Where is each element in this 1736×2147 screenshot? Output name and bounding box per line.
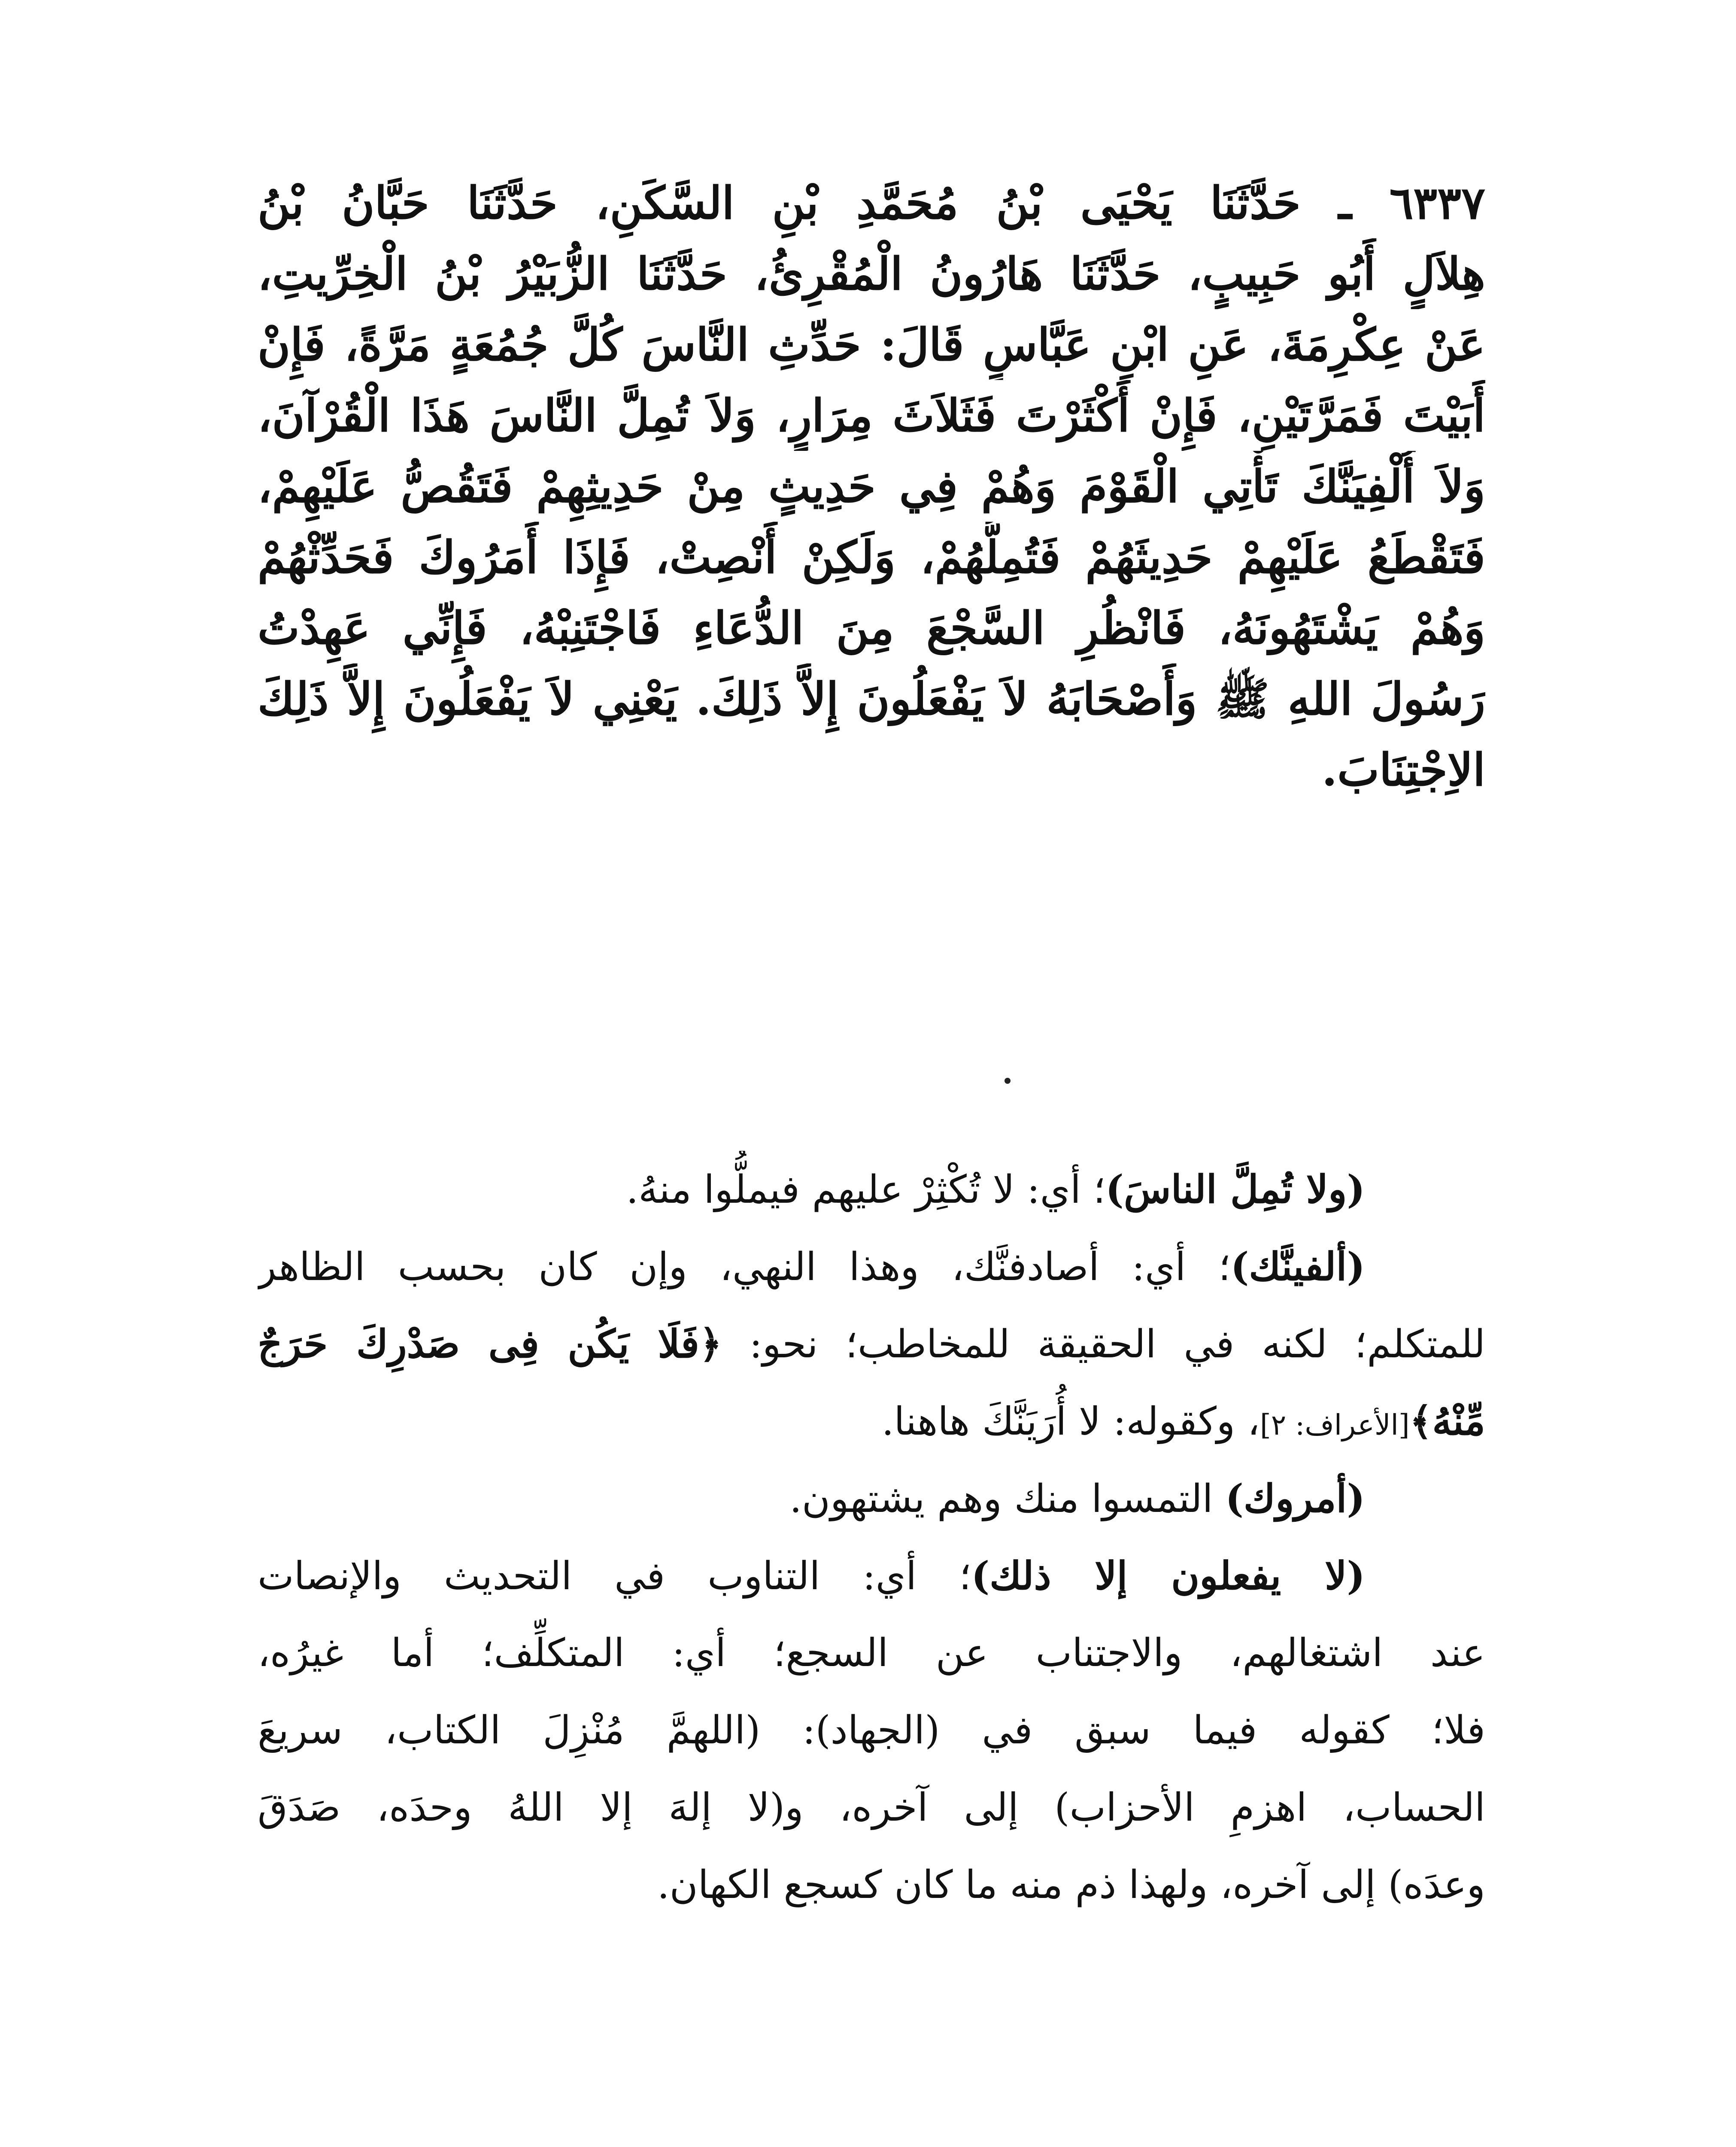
quran-verse: مِّنْهُ﴾: [1409, 1399, 1485, 1444]
hadith-line: ٦٣٣٧ ـ حَدَّثَنَا يَحْيَى بْنُ مُحَمَّدِ بْنِ السَّكَنِ، حَدَّثَنَا حَبَّانُ بْنُ: [258, 176, 1485, 229]
commentary-term: (أمروك): [1225, 1476, 1365, 1521]
commentary-text: للمتكلم؛ لكنه في الحقيقة للمخاطب؛ نحو:: [722, 1322, 1485, 1367]
commentary-text: التمسوا منك وهم يشتهون.: [789, 1476, 1226, 1521]
hadith-text: [258, 167, 1485, 805]
commentary-text: ؛ أي: أصادفنَّك، وهذا النهي، وإن كان بحسب الظاهر: [258, 1244, 1231, 1289]
hadith-line: فَتَقْطَعُ عَلَيْهِمْ حَدِيثَهُمْ فَتُمِلُّهُمْ، وَلَكِنْ أَنْصِتْ، فَإِذَا أَمَرُوكَ فَحَدِّثْهُمْ: [258, 531, 1485, 584]
verse-reference: [الأعراف: ٢]: [1260, 1408, 1410, 1441]
commentary-paragraph: [258, 1151, 1485, 1228]
commentary-text: ، وكقوله: لا أُرَيَنَّكَ هاهنا.: [881, 1399, 1260, 1444]
quran-verse: ﴿فَلَا يَكُن فِى صَدْرِكَ حَرَجٌ: [258, 1321, 722, 1367]
commentary-paragraph: [258, 1537, 1485, 1924]
hadith-line: رَسُولَ اللهِ ﷺ وَأَصْحَابَهُ لاَ يَفْعَلُونَ إِلاَّ ذَلِكَ. يَعْنِي لاَ يَفْعَلُونَ إِلاَّ ذَلِكَ: [258, 672, 1485, 725]
hadith-line: الاِجْتِنَابَ.: [1321, 743, 1485, 796]
commentary-text: ؛ أي: التناوب في التحديث والإنصات: [258, 1554, 971, 1599]
commentary-line: [258, 1305, 1485, 1383]
commentary-term: (ألفينَّك): [1230, 1244, 1365, 1289]
commentary-line: [258, 1151, 1485, 1228]
hadith-line: عَنْ عِكْرِمَةَ، عَنِ ابْنِ عَبَّاسٍ قَالَ: حَدِّثِ النَّاسَ كُلَّ جُمُعَةٍ مَرَّةً، فَإِنْ: [258, 318, 1485, 371]
commentary-text: ؛ أي: لا تُكْثِرْ عليهم فيملُّوا منهُ.: [626, 1167, 1106, 1212]
commentary-line: [258, 1537, 1485, 1615]
commentary-line: وعدَه) إلى آخره، ولهذا ذم منه ما كان كسجع الكهان.: [657, 1862, 1485, 1907]
hadith-line: وَلاَ أُلْفِيَنَّكَ تَأْتِي الْقَوْمَ وَهُمْ فِي حَدِيثٍ مِنْ حَدِيثِهِمْ فَتَقُصُّ عَلَيْهِمْ،: [258, 460, 1485, 513]
commentary-line: عند اشتغالهم، والاجتناب عن السجع؛ أي: المتكلِّف؛ أما غيرُه،: [258, 1630, 1485, 1676]
commentary: [258, 1151, 1485, 1924]
print-speck: [1005, 1078, 1011, 1084]
hadith-line: وَهُمْ يَشْتَهُونَهُ، فَانْظُرِ السَّجْعَ مِنَ الدُّعَاءِ فَاجْتَنِبْهُ، فَإِنِّي عَهِدْتُ: [258, 602, 1485, 654]
commentary-line: [258, 1460, 1485, 1537]
commentary-line: [258, 1383, 1485, 1460]
hadith-line: أَبَيْتَ فَمَرَّتَيْنِ، فَإِنْ أَكْثَرْتَ فَثَلاَثَ مِرَارٍ، وَلاَ تُمِلَّ النَّاسَ هَذَا الْقُرْآنَ،: [258, 389, 1485, 442]
commentary-line: [258, 1228, 1485, 1305]
commentary-line: فلا؛ كقوله فيما سبق في (الجهاد): (اللهمَّ مُنْزِلَ الكتاب، سريعَ: [258, 1708, 1485, 1753]
commentary-paragraph: [258, 1228, 1485, 1460]
hadith-line: هِلاَلٍ أَبُو حَبِيبٍ، حَدَّثَنَا هَارُونُ الْمُقْرِئُ، حَدَّثَنَا الزُّبَيْرُ بْنُ الْخِرِّيتِ،: [258, 247, 1485, 300]
commentary-term: (لا يفعلون إلا ذلك): [971, 1553, 1365, 1599]
commentary-line: الحساب، اهزمِ الأحزاب) إلى آخره، و(لا إلهَ إلا اللهُ وحدَه، صَدَقَ: [258, 1785, 1485, 1830]
commentary-term: (ولا تُمِلَّ الناسَ): [1105, 1167, 1365, 1212]
commentary-paragraph: [258, 1460, 1485, 1537]
